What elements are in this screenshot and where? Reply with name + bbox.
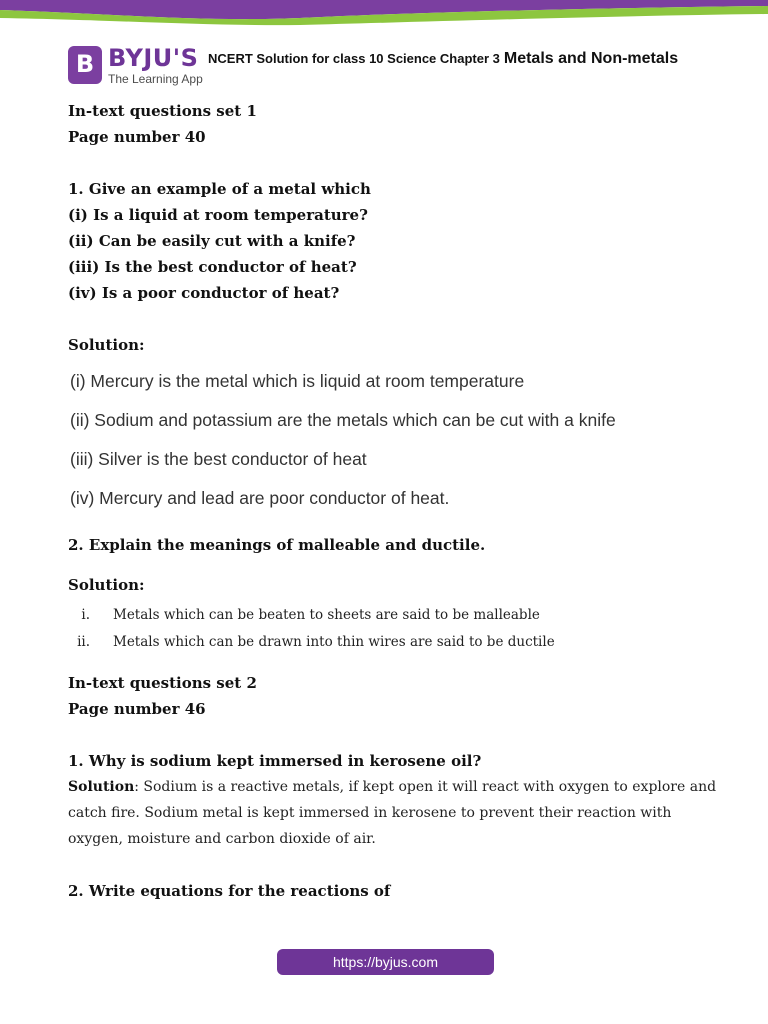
q2-answer-list	[68, 602, 728, 656]
q1-answer-list	[68, 362, 728, 518]
set1-page-number: Page number 40	[68, 128, 206, 146]
title-prefix: NCERT Solution for class 10 Science Chapter 3	[208, 51, 500, 66]
q1-answer: (iv) Mercury and lead are poor conductor of heat.	[70, 488, 450, 508]
q1-part: (iv) Is a poor conductor of heat?	[68, 284, 340, 302]
q1-answer: (iii) Silver is the best conductor of heat	[70, 449, 367, 469]
byjus-logo	[68, 44, 208, 88]
top-decorative-bar	[0, 0, 768, 26]
q1-answer: (ii) Sodium and potassium are the metals which can be cut with a knife	[70, 410, 616, 430]
q3-answer	[68, 774, 728, 852]
q3-answer-text: : Sodium is a reactive metals, if kept open it will react with oxygen to explore and catch fire. Sodium metal is kept immersed in kerosene to prevent their reaction with oxygen, moisture and carbon dioxide of air.	[68, 779, 717, 847]
q1-question: 1. Give an example of a metal which	[68, 180, 371, 198]
q1-part: (i) Is a liquid at room temperature?	[68, 206, 368, 224]
list-item: ii. Metals which can be drawn into thin wires are said to be ductile	[77, 634, 555, 650]
q1-part: (ii) Can be easily cut with a knife?	[68, 232, 356, 250]
list-item: i. Metals which can be beaten to sheets are said to be malleable	[81, 607, 540, 623]
q4-question: 2. Write equations for the reactions of	[68, 882, 391, 900]
set2-heading: In-text questions set 2	[68, 674, 257, 692]
q1-solution-label: Solution:	[68, 336, 145, 354]
q1-part: (iii) Is the best conductor of heat?	[68, 258, 357, 276]
logo-brand-name: BYJU'S	[108, 44, 199, 72]
q1-answer: (i) Mercury is the metal which is liquid at room temperature	[70, 371, 525, 391]
q3-question: 1. Why is sodium kept immersed in kerosene oil?	[68, 752, 482, 770]
set2-page-number: Page number 46	[68, 700, 206, 718]
footer-url-link[interactable]: https://byjus.com	[277, 949, 494, 975]
title-topic: Metals and Non-metals	[503, 50, 679, 67]
document-title	[208, 50, 678, 68]
logo-tagline: The Learning App	[108, 72, 203, 86]
document-body	[68, 98, 728, 904]
q2-solution-label: Solution:	[68, 576, 145, 594]
q3-solution-label: Solution	[68, 779, 135, 795]
page-header	[68, 44, 728, 88]
logo-mark-icon: B	[68, 46, 102, 84]
q2-question: 2. Explain the meanings of malleable and ductile.	[68, 536, 486, 554]
set1-heading: In-text questions set 1	[68, 102, 257, 120]
